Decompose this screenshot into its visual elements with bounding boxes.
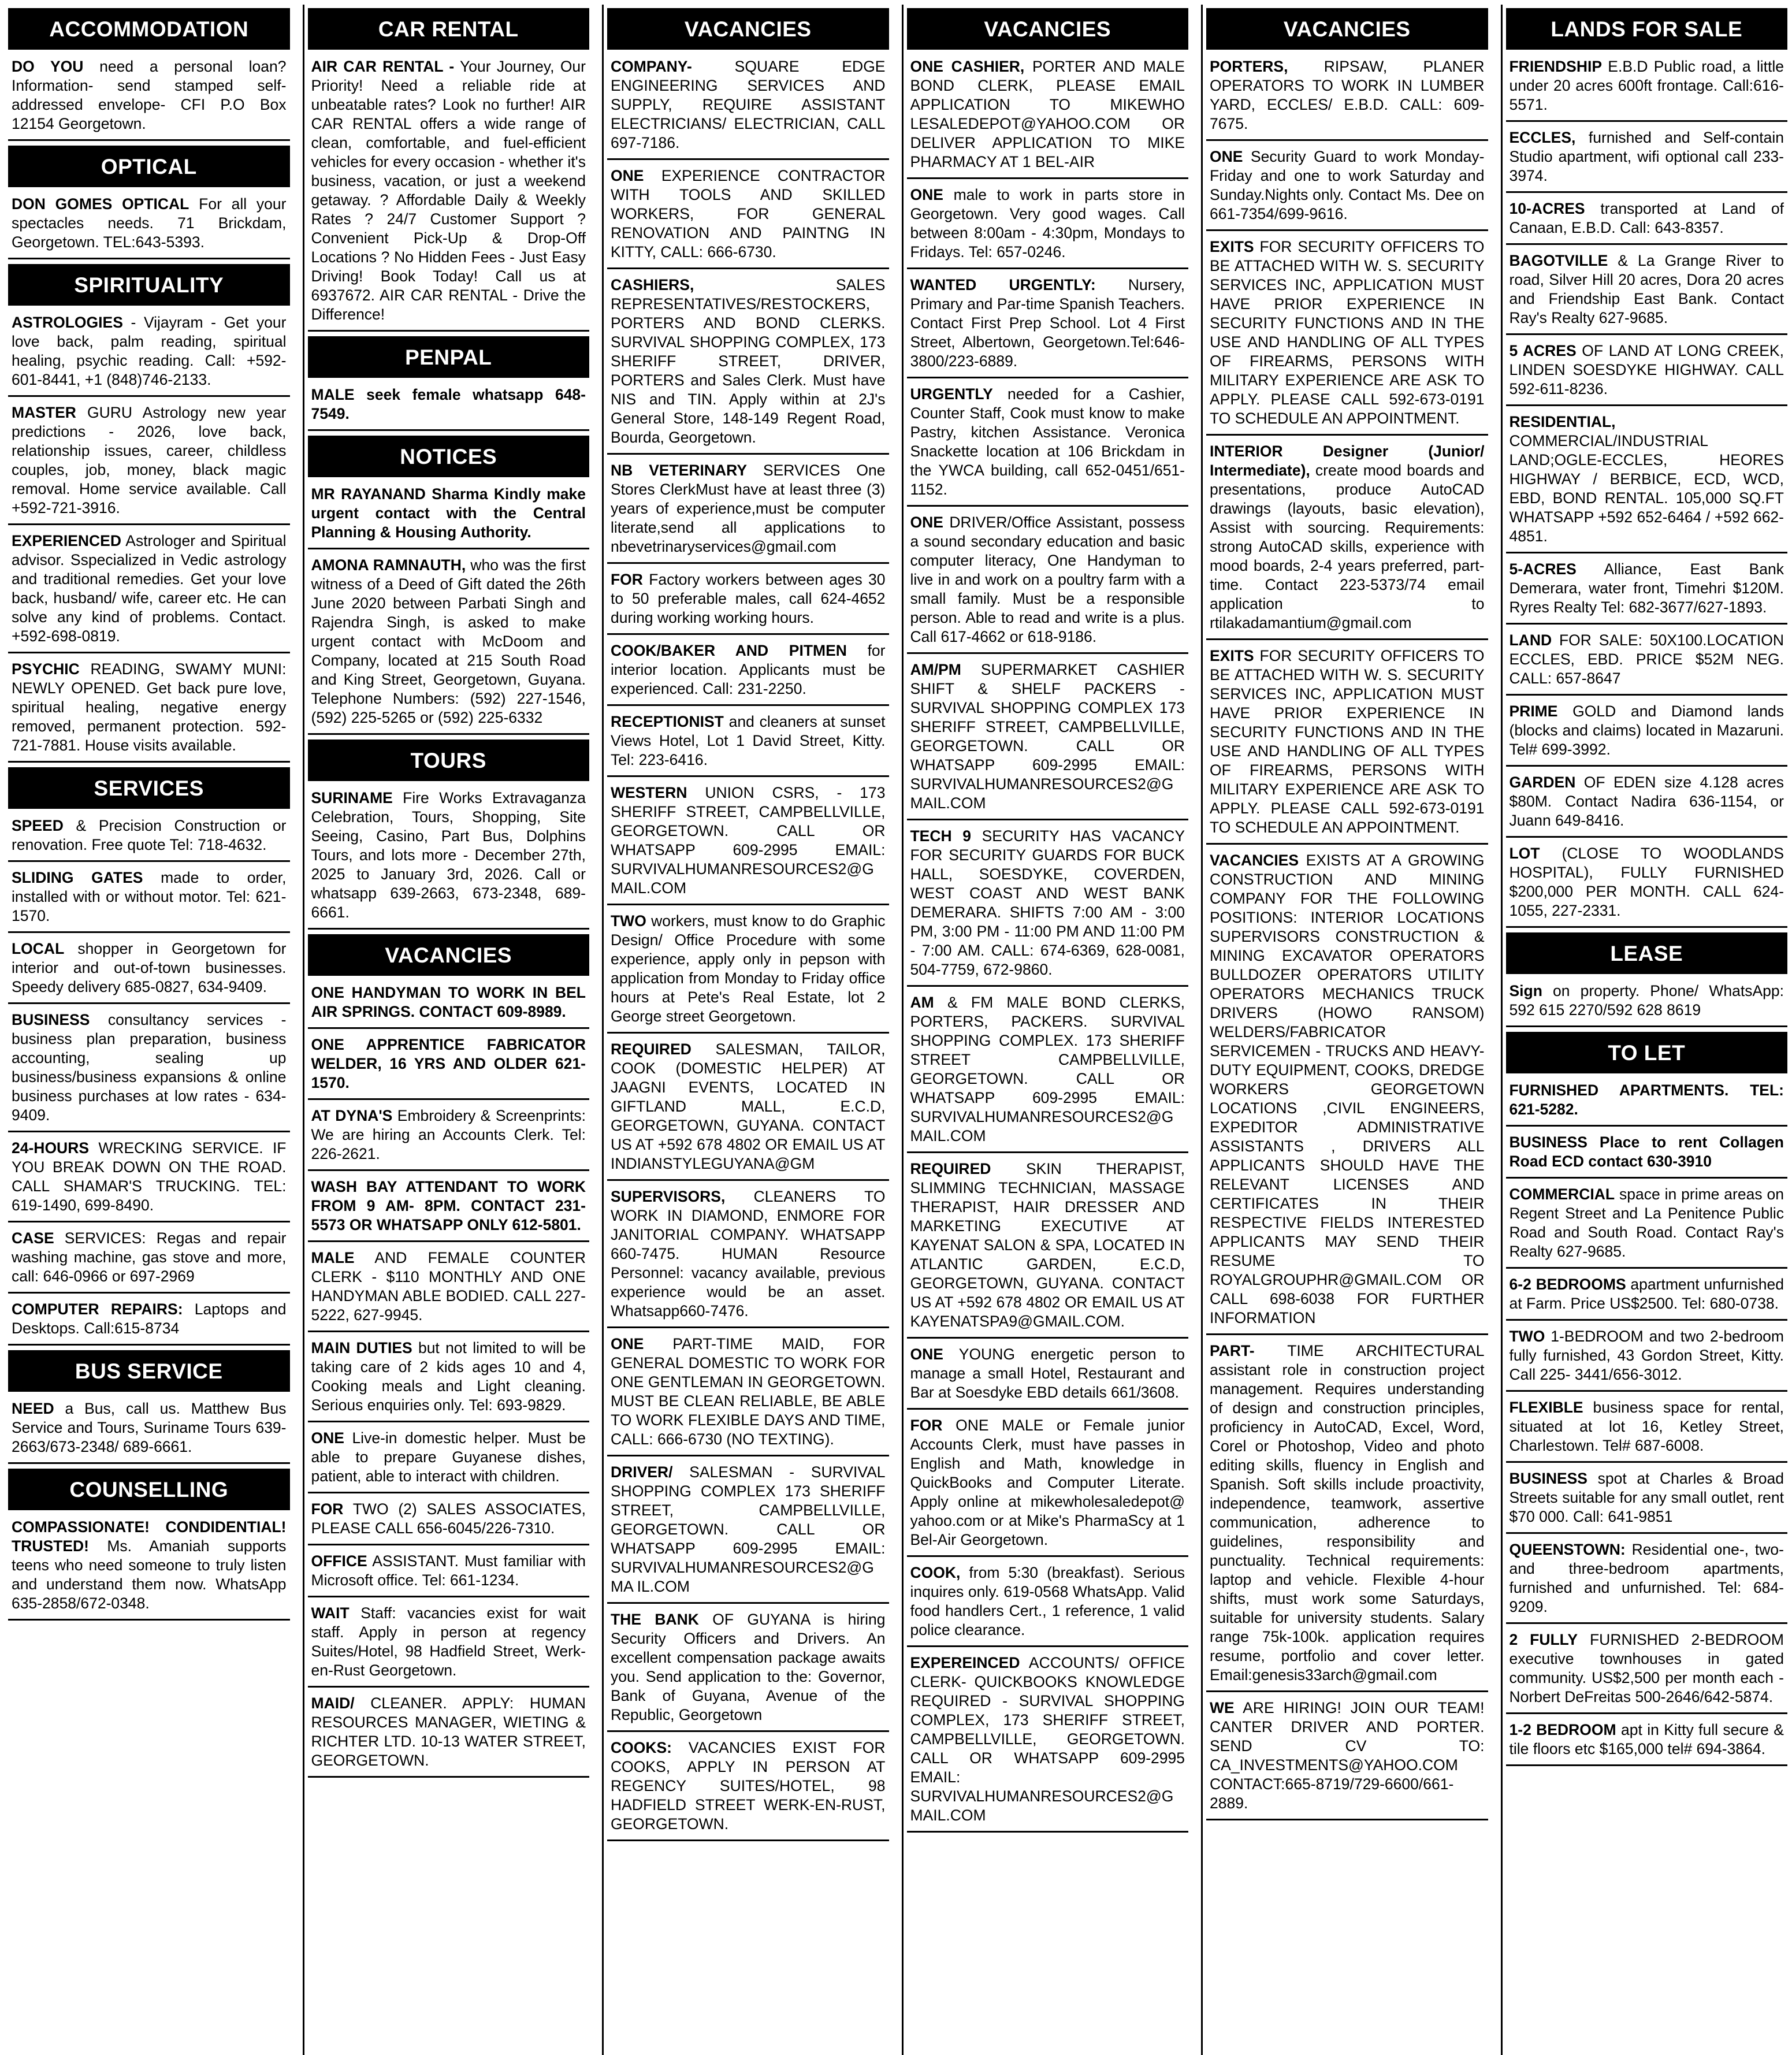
ad-lead: FOR bbox=[910, 1417, 943, 1434]
ad-lead: EXITS bbox=[1210, 647, 1254, 664]
section-header-optical: OPTICAL bbox=[8, 146, 290, 187]
section-header-vacancies: VACANCIES bbox=[907, 8, 1189, 50]
classified-ad bbox=[607, 459, 889, 564]
classified-ad bbox=[8, 402, 290, 525]
ad-body: male to work in parts store in Georgetown. Very good wages. Call between 8:00am - 4:30pm, Mondays to Fridays. Tel: 657-0246. bbox=[910, 186, 1185, 261]
classified-ad bbox=[8, 1298, 290, 1346]
ad-body: Staff: vacancies exist for wait staff. Apply in person at regency Suites/Hotel, 98 Hadfield Street, Werk-en-Rust Georgetown. bbox=[311, 1604, 586, 1679]
ad-body: Laptops and Desktops. Call:615-8734 bbox=[12, 1300, 287, 1337]
classified-ad bbox=[1506, 411, 1788, 553]
section-header-car-rental: CAR RENTAL bbox=[308, 8, 590, 50]
classified-ad bbox=[607, 782, 889, 905]
ad-body: FOR SECURITY OFFICERS TO BE ATTACHED WITH W. S. SECURITY SERVICES INC, APPLICATION MUST HAVE PRIOR EXPERIENCE IN SECURITY FUNCTIONS AND IN THE USE AND HANDLING OF ALL TYPES OF FIREARMS, PERSONS WITH MILITARY EXPERIENCE ARE ASK TO APPLY. PLEASE CALL 592-673-0191 TO SCHEDULE AN APPOINTMENT. bbox=[1210, 647, 1485, 836]
ad-lead: SLIDING GATES bbox=[12, 869, 143, 886]
ad-lead: WESTERN bbox=[611, 784, 687, 801]
ad-lead: ONE bbox=[611, 167, 644, 184]
classified-ad bbox=[308, 1337, 590, 1422]
classified-ad bbox=[308, 483, 590, 549]
ad-body: EXPERIENCE CONTRACTOR WITH TOOLS AND SKILLED WORKERS, FOR GENERAL RENOVATION AND PAINTNG IN KITTY, CALL: 666-6730. bbox=[611, 167, 886, 261]
classified-ad bbox=[8, 815, 290, 862]
classified-ad bbox=[8, 193, 290, 259]
classified-ad bbox=[308, 1550, 590, 1597]
ad-body: EXISTS AT A GROWING CONSTRUCTION AND MINING COMPANY FOR THE FOLLOWING POSITIONS: INTERIOR LOCATIONS SUPERVISORS CONSTRUCTION & MINING EXCAVATOR OPERATORS BULLDOZER OPERATORS UTILITY OPERATORS MECHANICS TRUCK DRIVERS (HOWO RANSOM) WELDERS/FABRICATOR SERVICEMEN - TRUCKS AND HEAVY-DUTY EQUIPMENT, COOKS, DREDGE WORKERS GEORGETOWN LOCATIONS ,CIVIL ENGINEERS, EXPEDITOR ADMINISTRATIVE ASSISTANTS , DRIVERS ALL APPLICANTS SHOULD HAVE THE RELEVANT LICENSES AND CERTIFICATES IN THEIR RESPECTIVE FIELDS INTERESTED APPLICANTS MAY SEND THEIR RESUME TO ROYALGROUPHR@GMAIL.COM OR CALL 698-6038 FOR FURTHER INFORMATION bbox=[1210, 852, 1485, 1326]
ad-body: DRIVER/Office Assistant, possess a sound secondary education and basic computer literacy, One Handyman to live in and work on a poultry farm with a small family. Must be a responsible person. Able to read and write is a plus. Call 617-4662 or 618-9186. bbox=[910, 514, 1185, 645]
ad-body: UNION CSRS, - 173 SHERIFF STREET, CAMPBELLVILLE, GEORGETOWN. CALL OR WHATSAPP 609-2995 EMAIL: SURVIVALHUMANRESOURCES2@GMAIL.COM bbox=[611, 784, 886, 897]
ad-lead: ONE bbox=[611, 1335, 644, 1352]
ad-lead: EXPERIENCED bbox=[12, 532, 121, 549]
ad-lead: EXITS bbox=[1210, 238, 1254, 255]
classified-ad bbox=[8, 1398, 290, 1464]
classified-ad bbox=[8, 658, 290, 763]
ad-body: Nursery, Primary and Par-time Spanish Teachers. Contact First Prep School. Lot 4 First Street, Albertown, Georgetown.Tel:646-3800/223-6889. bbox=[910, 276, 1185, 370]
ad-lead: COOK, bbox=[910, 1564, 961, 1581]
ad-body: create mood boards and presentations, produce AutoCAD drawings (layouts, basic elevation), Assist with sourcing. Requirements: strong AutoCAD skills, experience with mood boards, 2-4 years preferred, part-time. Contact 223-5373/74 email application to rtilakadamantium@gmail.com bbox=[1210, 462, 1485, 631]
ad-body: ONE MALE or Female junior Accounts Clerk, must have passes in English and Math, knowledge in QuickBooks and Computer Literate. Apply online at mikewholesaledepot@ yahoo.com or at Mike's PharmaScy at 1 Bel-Air Georgetown. bbox=[910, 1417, 1185, 1548]
ad-lead: AMONA RAMNAUTH, bbox=[311, 556, 466, 574]
classified-ad bbox=[607, 1461, 889, 1604]
ad-body: & FM MALE BOND CLERKS, PORTERS, PACKERS. SURVIVAL SHOPPING COMPLEX. 173 SHERIFF STREET CAMPBELLVILLE, GEORGETOWN. CALL OR WHATSAPP 609-2995 EMAIL: SURVIVALHUMANRESOURCES2@GMAIL.COM bbox=[910, 994, 1185, 1144]
ad-body: Factory workers between ages 30 to 50 preferable males, call 624-4652 during working working hours. bbox=[611, 571, 886, 626]
classified-ad bbox=[308, 55, 590, 332]
classified-ad bbox=[308, 384, 590, 431]
ad-body: FURNISHED 2-BEDROOM executive townhouses in gated community. US$2,500 per month each - Norbert DeFreitas 500-2646/642-5874. bbox=[1509, 1631, 1784, 1705]
ad-body: SKIN THERAPIST, SLIMMING TECHNICIAN, MASSAGE THERAPIST, HAIR DRESSER AND MARKETING EXECUTIVE AT KAYENAT SALON & SPA, LOCATED IN ATLANTIC GARDEN, E.C.D, GEORGETOWN, GUYANA. CONTACT US AT +592 678 4802 OR EMAIL US AT KAYENATSPA9@GMAIL.COM. bbox=[910, 1160, 1185, 1330]
ad-lead: MAIN DUTIES bbox=[311, 1339, 412, 1357]
ad-lead: DON GOMES OPTICAL bbox=[12, 195, 189, 213]
ad-body: SERVICES: Regas and repair washing machine, gas stove and more, call: 646-0966 or 697-2969 bbox=[12, 1229, 287, 1285]
classified-ad bbox=[607, 568, 889, 635]
ad-body: and cleaners at sunset Views Hotel, Lot 1 David Street, Kitty. Tel: 223-6416. bbox=[611, 713, 886, 768]
ad-body: made to order, installed with or without motor. Tel: 621-1570. bbox=[12, 869, 287, 924]
ad-lead: REQUIRED bbox=[910, 1160, 991, 1177]
section-header-penpal: PENPAL bbox=[308, 336, 590, 378]
classified-ad bbox=[907, 383, 1189, 507]
classified-ad bbox=[1206, 645, 1488, 845]
section-header-accommodation: ACCOMMODATION bbox=[8, 8, 290, 50]
ad-lead: WASH BAY ATTENDANT TO WORK FROM 9 AM- 8PM. CONTACT 231-5573 OR WHATSAPP ONLY 612-5801. bbox=[311, 1178, 586, 1233]
section-header-vacancies: VACANCIES bbox=[607, 8, 889, 50]
ad-lead: PSYCHIC bbox=[12, 660, 80, 678]
classified-ad bbox=[308, 1692, 590, 1778]
ad-lead: AIR CAR RENTAL - bbox=[311, 58, 455, 75]
ad-lead: NB VETERINARY bbox=[611, 462, 748, 479]
classified-ad bbox=[907, 659, 1189, 820]
classified-column bbox=[1501, 5, 1788, 2055]
ad-lead: CASE bbox=[12, 1229, 54, 1247]
ad-lead: LOCAL bbox=[12, 940, 65, 957]
classified-ad bbox=[1206, 146, 1488, 231]
section-header-tours: TOURS bbox=[308, 739, 590, 781]
ad-lead: PRIME bbox=[1509, 703, 1558, 720]
classified-ad bbox=[1506, 629, 1788, 696]
classified-ad bbox=[907, 1562, 1189, 1647]
classified-ad bbox=[907, 1158, 1189, 1339]
ad-lead: GARDEN bbox=[1509, 774, 1576, 791]
ad-body: CLEANER. APPLY: HUMAN RESOURCES MANAGER, WIETING & RICHTER LTD. 10-13 WATER STREET, GEORGETOWN. bbox=[311, 1694, 586, 1769]
classified-ad bbox=[8, 1009, 290, 1132]
ad-lead: ONE bbox=[910, 514, 943, 531]
classified-ad bbox=[1206, 1340, 1488, 1692]
classified-ad bbox=[308, 554, 590, 735]
ad-lead: VACANCIES bbox=[1210, 852, 1299, 869]
ad-body: apartment unfurnished at Farm. Price US$2500. Tel: 680-0738. bbox=[1509, 1276, 1784, 1312]
classified-ad bbox=[907, 1652, 1189, 1833]
ad-lead: ONE CASHIER, bbox=[910, 58, 1025, 75]
section-header-services: SERVICES bbox=[8, 767, 290, 809]
section-header-lands-for-sale: LANDS FOR SALE bbox=[1506, 8, 1788, 50]
ad-lead: FOR bbox=[611, 571, 643, 588]
classified-ad bbox=[607, 1333, 889, 1456]
classified-ad bbox=[1506, 842, 1788, 928]
ad-body: Security Guard to work Monday-Friday and one to work Saturday and Sunday.Nights only. Contact Ms. Dee on 661-7354/699-9616. bbox=[1210, 148, 1485, 222]
ad-lead: WE bbox=[1210, 1699, 1235, 1716]
ad-lead: MAID/ bbox=[311, 1694, 355, 1712]
classified-ad bbox=[1506, 1131, 1788, 1179]
classified-ad bbox=[308, 1105, 590, 1171]
ad-body: RIPSAW, PLANER OPERATORS TO WORK IN LUMBER YARD, ECCLES/ E.B.D. CALL: 609-7675. bbox=[1210, 58, 1485, 132]
ad-lead: ONE bbox=[311, 1429, 344, 1447]
classified-ad bbox=[308, 982, 590, 1029]
classified-ad bbox=[607, 55, 889, 160]
classified-ad bbox=[1206, 1697, 1488, 1820]
ad-body: 1-BEDROOM and two 2-bedroom fully furnished, 43 Gordon Street, Kitty. Call 225- 3441/656-3012. bbox=[1509, 1328, 1784, 1383]
ad-lead: AM/PM bbox=[910, 661, 961, 678]
classified-ad bbox=[8, 1516, 290, 1621]
ad-body: Alliance, East Bank Demerara, water front, Timehri $120M. Ryres Realty Tel: 682-3677/627-1893. bbox=[1509, 560, 1784, 616]
ad-lead: FURNISHED APARTMENTS. TEL: 621-5282. bbox=[1509, 1082, 1784, 1118]
section-header-spirituality: SPIRITUALITY bbox=[8, 264, 290, 306]
ad-body: SECURITY HAS VACANCY FOR SECURITY GUARDS FOR BUCK HALL, SOESDYKE, COVERDEN, WEST COAST AND WEST BANK DEMERARA. SHIFTS 7:00 AM - 3:00 PM, 3:00 PM - 11:00 PM AND 11:00 PM - 7:00 AM. CALL: 674-6369, 628-0081, 504-7759, 672-9860. bbox=[910, 827, 1185, 978]
ad-body: AND FEMALE COUNTER CLERK - $110 MONTHLY AND ONE HANDYMAN ABLE BODIED. CALL 227-5222, 627-9945. bbox=[311, 1249, 586, 1324]
ad-lead: BAGOTVILLE bbox=[1509, 252, 1608, 269]
ad-lead: URGENTLY bbox=[910, 385, 993, 403]
classified-ad bbox=[8, 311, 290, 397]
ad-lead: ONE APPRENTICE FABRICATOR WELDER, 16 YRS AND OLDER 621-1570. bbox=[311, 1036, 586, 1091]
ad-body: Residential one-, two- and three-bedroom apartments, furnished and unfurnished. Tel: 684-9209. bbox=[1509, 1541, 1784, 1615]
ad-lead: RESIDENTIAL, bbox=[1509, 413, 1616, 430]
classified-ad bbox=[1506, 55, 1788, 122]
ad-body: need a personal loan? Information- send stamped self-addressed envelope- CFI P.O Box 12154 Georgetown. bbox=[12, 58, 287, 132]
ad-lead: COOKS: bbox=[611, 1739, 672, 1756]
ad-lead: COMPUTER REPAIRS: bbox=[12, 1300, 183, 1318]
ad-lead: LAND bbox=[1509, 631, 1552, 649]
ad-lead: COMPASSIONATE! CONDIDENTIAL! TRUSTED! bbox=[12, 1518, 287, 1555]
ad-body: Your Journey, Our Priority! Need a reliable ride at unbeatable rates? Look no further! AIR CAR RENTAL offers a wide range of clean, comfortable, and fuel-efficient vehicles for every occasion - whether it's business, vacation, or just a weekend getaway. ? Affordable Daily & Weekly Rates ? 24/7 Customer Support ? Convenient Pick-Up & Drop-Off Locations ? No Hidden Fees - Just Easy Driving! Book Today! Call us at 6937672. AIR CAR RENTAL - Drive the Difference! bbox=[311, 58, 586, 323]
ad-lead: CASHIERS, bbox=[611, 276, 694, 293]
ad-lead: MASTER bbox=[12, 404, 76, 421]
ad-lead: TWO bbox=[1509, 1328, 1545, 1345]
classified-ad bbox=[1506, 1273, 1788, 1321]
ad-body: GURU Astrology new year predictions - 2026, love back, relationship issues, career, childless couples, job, money, black magic removal. Home service available. Call +592-721-3916. bbox=[12, 404, 287, 516]
classified-ad bbox=[1206, 849, 1488, 1335]
ad-lead: FLEXIBLE bbox=[1509, 1399, 1583, 1416]
ad-body: & La Grange River to road, Silver Hill 20 acres, Dora 20 acres and Friendship East Bank. Contact Ray's Realty 627-9685. bbox=[1509, 252, 1784, 326]
classified-ad bbox=[1206, 55, 1488, 141]
section-header-lease: LEASE bbox=[1506, 932, 1788, 974]
ad-lead: 24-HOURS bbox=[12, 1139, 90, 1157]
ad-body: but not limited to will be taking care of 2 kids ages 10 and 4, Cooking meals and Light cleaning. Serious enquiries only. Tel: 693-9829. bbox=[311, 1339, 586, 1414]
ad-lead: DRIVER/ bbox=[611, 1463, 673, 1481]
classified-ad bbox=[8, 938, 290, 1004]
ad-lead: WAIT bbox=[311, 1604, 350, 1622]
classified-ad bbox=[1206, 236, 1488, 436]
classified-ad bbox=[607, 165, 889, 269]
classified-ad bbox=[1506, 771, 1788, 838]
ad-body: business space for rental, situated at lot 16, Ketley Street, Charlestown. Tel# 687-6008. bbox=[1509, 1399, 1784, 1454]
ad-lead: SURINAME bbox=[311, 789, 393, 807]
classified-ad bbox=[1506, 1183, 1788, 1269]
ad-lead: AT DYNA'S bbox=[311, 1107, 393, 1124]
ad-lead: WANTED URGENTLY: bbox=[910, 276, 1096, 293]
classified-ad bbox=[1506, 1539, 1788, 1624]
ad-body: a Bus, call us. Matthew Bus Service and Tours, Suriname Tours 639-2663/673-2348/ 689-6661. bbox=[12, 1400, 287, 1455]
classified-ad bbox=[907, 1343, 1189, 1410]
ad-lead: PART- bbox=[1210, 1342, 1255, 1359]
classified-ad bbox=[308, 1176, 590, 1242]
ad-body: on property. Phone/ WhatsApp: 592 615 2270/592 628 8619 bbox=[1509, 982, 1784, 1019]
ad-lead: 1-2 BEDROOM bbox=[1509, 1721, 1616, 1738]
ad-body: workers, must know to do Graphic Design/ Office Procedure with some experience, apply only in pepson with application from Monday to Friday office hours at Pete's Real Estate, lot 2 George street Georgetown. bbox=[611, 912, 886, 1025]
classified-ad bbox=[907, 991, 1189, 1153]
ad-body: OF LAND AT LONG CREEK, LINDEN SOESDYKE HIGHWAY. CALL 592-611-8236. bbox=[1509, 342, 1784, 397]
ad-body: Embroidery & Screenprints: We are hiring an Accounts Clerk. Tel: 226-2621. bbox=[311, 1107, 586, 1162]
classified-ad bbox=[907, 274, 1189, 378]
ad-body: SQUARE EDGE ENGINEERING SERVICES AND SUPPLY, REQUIRE ASSISTANT ELECTRICIANS/ ELECTRICIAN, CALL 697-7186. bbox=[611, 58, 886, 151]
ad-lead: COMMERCIAL bbox=[1509, 1186, 1615, 1203]
ad-body: spot at Charles & Broad Streets suitable for any small outlet, rent $70 000. Call: 641-9851 bbox=[1509, 1470, 1784, 1525]
ad-body: Live-in domestic helper. Must be able to prepare Guyanese dishes, patient, able to interact with children. bbox=[311, 1429, 586, 1485]
classified-ad bbox=[8, 867, 290, 933]
ad-body: (CLOSE TO WOODLANDS HOSPITAL), FULLY FURNISHED $200,000 PER MONTH. CALL 624-1055, 227-2331. bbox=[1509, 845, 1784, 919]
classified-ad bbox=[1506, 340, 1788, 406]
classified-ad bbox=[1506, 198, 1788, 245]
classified-ad bbox=[907, 184, 1189, 269]
ad-lead: MR RAYANAND Sharma Kindly make urgent contact with the Central Planning & Housing Authority. bbox=[311, 485, 586, 541]
ad-lead: COMPANY- bbox=[611, 58, 692, 75]
classified-ad bbox=[1506, 127, 1788, 193]
classified-column bbox=[1201, 5, 1488, 2055]
ad-lead: MALE bbox=[311, 1249, 355, 1266]
ad-body: - Vijayram - Get your love back, palm reading, spiritual healing, psychic reading. Call: +592-601-8441, +1 (848)746-2133. bbox=[12, 314, 287, 388]
ad-body: For all your spectacles needs. 71 Brickdam, Georgetown. TEL:643-5393. bbox=[12, 195, 287, 251]
ad-lead: 5-ACRES bbox=[1509, 560, 1577, 578]
classified-ad bbox=[907, 825, 1189, 987]
ad-body: PORTER AND MALE BOND CLERK, PLEASE EMAIL APPLICATION TO MIKEWHO LESALEDEPOT@YAHOO.COM OR DELIVER APPLICATION TO MIKE PHARMACY AT 1 BEL-AIR bbox=[910, 58, 1185, 170]
section-header-to-let: TO LET bbox=[1506, 1032, 1788, 1073]
section-header-vacancies: VACANCIES bbox=[1206, 8, 1488, 50]
ad-body: transported at Land of Canaan, E.B.D. Call: 643-8357. bbox=[1509, 200, 1784, 236]
classified-ad bbox=[1506, 558, 1788, 625]
ad-lead: BUSINESS bbox=[1509, 1470, 1587, 1487]
classified-column bbox=[902, 5, 1189, 2055]
ad-body: OF GUYANA is hiring Security Officers and Drivers. An excellent compensation package awaits you. Send application to the: Governor, Bank of Guyana, Avenue of the Republic, Georgetown bbox=[611, 1611, 886, 1723]
ad-body: space in prime areas on Regent Street and La Penitence Public Road and South Road. Contact Ray's Realty 627-9685. bbox=[1509, 1186, 1784, 1260]
classified-ad bbox=[308, 1498, 590, 1545]
classified-ad bbox=[607, 1608, 889, 1732]
classified-ad bbox=[1206, 440, 1488, 640]
classified-ad bbox=[907, 511, 1189, 654]
classified-ad bbox=[607, 910, 889, 1034]
classified-ad bbox=[1506, 700, 1788, 767]
classified-ad bbox=[607, 1737, 889, 1841]
ad-body: SALES REPRESENTATIVES/RESTOCKERS, PORTERS AND BOND CLERKS. SURVIVAL SHOPPING COMPLEX, 173 SHERIFF STREET, DRIVER, PORTERS and Sales Clerk. Must have NIS and TIN. Apply within at 2J's General Store, 148-149 Regent Road, Bourda, Georgetown. bbox=[611, 276, 886, 446]
classified-ad bbox=[607, 640, 889, 706]
ad-lead: 2 FULLY bbox=[1509, 1631, 1578, 1648]
classified-ad bbox=[607, 1038, 889, 1181]
ad-lead: 5 ACRES bbox=[1509, 342, 1577, 359]
classified-ad bbox=[607, 274, 889, 455]
ad-lead: FOR bbox=[311, 1500, 344, 1518]
classified-ad bbox=[308, 1034, 590, 1100]
ad-lead: SPEED bbox=[12, 817, 64, 834]
classified-ad bbox=[308, 787, 590, 930]
ad-lead: FRIENDSHIP bbox=[1509, 58, 1602, 75]
ad-body: SALESMAN - SURVIVAL SHOPPING COMPLEX 173 SHERIFF STREET, CAMPBELLVILLE, GEORGETOWN. CALL OR WHATSAPP 609-2995 EMAIL: SURVIVALHUMANRESOURCES2@GMA IL.COM bbox=[611, 1463, 886, 1595]
ad-body: shopper in Georgetown for interior and out-of-town businesses. Speedy delivery 685-0827, 634-9409. bbox=[12, 940, 287, 995]
ad-body: VACANCIES EXIST FOR COOKS, APPLY IN PERSON AT REGENCY SUITES/HOTEL, 98 HADFIELD STREET WERK-EN-RUST, GEORGETOWN. bbox=[611, 1739, 886, 1833]
ad-lead: OFFICE bbox=[311, 1552, 367, 1570]
ad-lead: BUSINESS bbox=[12, 1011, 90, 1028]
ad-body: from 5:30 (breakfast). Serious inquires only. 619-0568 WhatsApp. Valid food handlers Cert., 1 reference, 1 valid police clearance. bbox=[910, 1564, 1185, 1638]
classified-ad bbox=[1506, 1467, 1788, 1534]
ad-lead: ONE HANDYMAN TO WORK IN BEL AIR SPRINGS. CONTACT 609-8989. bbox=[311, 984, 586, 1020]
ad-lead: SUPERVISORS, bbox=[611, 1188, 726, 1205]
ad-lead: 6-2 BEDROOMS bbox=[1509, 1276, 1626, 1293]
classified-column bbox=[303, 5, 590, 2055]
ad-body: SALESMAN, TAILOR, COOK (DOMESTIC HELPER) AT JAAGNI EVENTS, LOCATED IN GIFTLAND MALL, E.C.D, GEORGETOWN, GUYANA. CONTACT US AT +592 678 4802 OR EMAIL US AT INDIANSTYLEGUYANA@GM bbox=[611, 1040, 886, 1172]
classified-ad bbox=[308, 1602, 590, 1688]
classified-ad bbox=[1506, 980, 1788, 1027]
classified-ad bbox=[907, 55, 1189, 179]
classified-ad bbox=[1506, 1396, 1788, 1463]
ad-lead: BUSINESS Place to rent Collagen Road ECD contact 630-3910 bbox=[1509, 1134, 1784, 1170]
ad-body: WRECKING SERVICE. IF YOU BREAK DOWN ON THE ROAD. CALL SHAMAR'S TRUCKING. TEL: 619-1490, 699-8490. bbox=[12, 1139, 287, 1214]
section-header-counselling: COUNSELLING bbox=[8, 1469, 290, 1510]
ad-lead: TWO bbox=[611, 912, 646, 930]
section-header-bus-service: BUS SERVICE bbox=[8, 1350, 290, 1392]
ad-body: & Precision Construction or renovation. Free quote Tel: 718-4632. bbox=[12, 817, 287, 853]
classified-ad bbox=[1506, 250, 1788, 335]
ad-body: ARE HIRING! JOIN OUR TEAM! CANTER DRIVER AND PORTER. SEND CV TO: CA_INVESTMENTS@YAHOO.COM CONTACT:665-8719/729-6600/661-2889. bbox=[1210, 1699, 1485, 1812]
ad-lead: COOK/BAKER AND PITMEN bbox=[611, 642, 847, 659]
ad-lead: MALE seek female whatsapp 648-7549. bbox=[311, 386, 586, 422]
classified-ad bbox=[1506, 1079, 1788, 1127]
ad-body: OF EDEN size 4.128 acres $80M. Contact Nadira 636-1154, or Juann 649-8416. bbox=[1509, 774, 1784, 829]
classified-column bbox=[602, 5, 889, 2055]
classified-ad bbox=[8, 530, 290, 653]
section-header-vacancies: VACANCIES bbox=[308, 934, 590, 976]
ad-lead: REQUIRED bbox=[611, 1040, 691, 1058]
classified-ad bbox=[607, 1186, 889, 1328]
ad-body: FOR SECURITY OFFICERS TO BE ATTACHED WITH W. S. SECURITY SERVICES INC, APPLICATION MUST HAVE PRIOR EXPERIENCE IN SECURITY FUNCTIONS AND IN THE USE AND HANDLING OF ALL TYPES OF FIREARMS, PERSONS WITH MILITARY EXPERIENCE ARE ASK TO APPLY. PLEASE CALL 592-673-0191 TO SCHEDULE AN APPOINTMENT. bbox=[1210, 238, 1485, 427]
classified-ad bbox=[1506, 1325, 1788, 1392]
ad-lead: TECH 9 bbox=[910, 827, 971, 845]
classified-ad bbox=[308, 1247, 590, 1332]
classified-ad bbox=[1506, 1719, 1788, 1766]
ad-body: who was the first witness of a Deed of Gift dated the 26th June 2020 between Parbati Singh and Rajendra Singh, is asked to make urgent contact with McDoom and Company, located at 215 South Road and King Street, Georgetown, Guyana. Telephone Numbers: (592) 227-1546, (592) 225-5265 or (592) 225-6332 bbox=[311, 556, 586, 726]
ad-lead: NEED bbox=[12, 1400, 54, 1417]
ad-body: GOLD and Diamond lands (blocks and claims) located in Mazaruni. Tel# 699-3992. bbox=[1509, 703, 1784, 758]
ad-lead: ONE bbox=[910, 186, 943, 203]
ad-body: SUPERMARKET CASHIER SHIFT & SHELF PACKERS - SURVIVAL SHOPPING COMPLEX 173 SHERIFF STREET, CAMPBELLVILLE, GEORGETOWN. CALL OR WHATSAPP 609-2995 EMAIL: SURVIVALHUMANRESOURCES2@GMAIL.COM bbox=[910, 661, 1185, 812]
ad-lead: 10-ACRES bbox=[1509, 200, 1585, 217]
ad-lead: QUEENSTOWN: bbox=[1509, 1541, 1626, 1558]
ad-body: FOR SALE: 50X100.LOCATION ECCLES, EBD. PRICE $52M NEG. CALL: 657-8647 bbox=[1509, 631, 1784, 687]
ad-body: COMMERCIAL/INDUSTRIAL LAND;OGLE-ECCLES, HEORES HIGHWAY / BERBICE, ECD, WCD, EBD, BOND RENTAL. 105,000 SQ.FT WHATSAPP +592 652-6464 / +592 662-4851. bbox=[1509, 432, 1784, 545]
ad-body: TIME ARCHITECTURAL assistant role in construction project management. Requires understanding of design and construction principles, proficiency in AutoCAD, Excel, Word, Corel or Photoshop, Video and photo editing skills, fluency in English and Spanish. Soft skills include proactivity, independence, teamwork, assertive communication, adherence to guidelines, responsibility and punctuality. Technical requirements: laptop and vehicle. Flexible 4-hour shifts, must work some Saturdays, suitable for university students. Salary range 75k-100k. application requires resume, portfolio and cover letter. Email:genesis33arch@gmail.com bbox=[1210, 1342, 1485, 1684]
classified-ad bbox=[8, 1137, 290, 1222]
ad-body: Fire Works Extravaganza Celebration, Tours, Shopping, Site Seeing, Casino, Part Bus, Dolphins Tours, and lots more - December 27th, 2025 to January 3rd, 2026. Call or whatsapp 639-2663, 673-2348, 689-6661. bbox=[311, 789, 586, 921]
classified-ad bbox=[8, 1227, 290, 1294]
ad-lead: PORTERS, bbox=[1210, 58, 1288, 75]
ad-body: apt in Kitty full secure & tile floors etc $165,000 tel# 694-3864. bbox=[1509, 1721, 1784, 1757]
ad-body: E.B.D Public road, a little under 20 acres 600ft frontage. Call:616-5571. bbox=[1509, 58, 1784, 113]
ad-body: CLEANERS TO WORK IN DIAMOND, ENMORE FOR JANITORIAL COMPANY. WHATSAPP 660-7475. HUMAN Resource Personnel: vacancy available, previous experience would be an asset. Whatsapp660-7476. bbox=[611, 1188, 886, 1320]
section-header-notices: NOTICES bbox=[308, 436, 590, 477]
ad-lead: ONE bbox=[910, 1346, 943, 1363]
ad-lead: ASTROLOGIES bbox=[12, 314, 123, 331]
classified-ad bbox=[308, 1427, 590, 1493]
classified-ad bbox=[8, 55, 290, 141]
ad-lead: THE BANK bbox=[611, 1611, 699, 1628]
classified-ad bbox=[607, 711, 889, 777]
ad-body: Ms. Amaniah supports teens who need someone to truly listen and understand them now. WhatsApp 635-2858/672-0348. bbox=[12, 1537, 287, 1612]
ad-lead: INTERIOR Designer (Junior/ Intermediate), bbox=[1210, 443, 1485, 479]
ad-lead: AM bbox=[910, 994, 934, 1011]
ad-lead: ECCLES, bbox=[1509, 129, 1576, 146]
ad-lead: EXPEREINCED bbox=[910, 1654, 1020, 1671]
ad-body: needed for a Cashier, Counter Staff, Cook must know to make Pastry, kitchen Assistance. Veronica Snackette location at 106 Brickdam in the YWCA building, call 652-0451/651-1152. bbox=[910, 385, 1185, 498]
ad-body: YOUNG energetic person to manage a small Hotel, Restaurant and Bar at Soesdyke EBD details 661/3608. bbox=[910, 1346, 1185, 1401]
ad-body: consultancy services - business plan preparation, business accounting, sealing up business/business expansions & online business purchases at low rates - 634-9409. bbox=[12, 1011, 287, 1124]
ad-body: ASSISTANT. Must familiar with Microsoft office. Tel: 661-1234. bbox=[311, 1552, 586, 1589]
classified-ad bbox=[1506, 1629, 1788, 1714]
ad-body: READING, SWAMY MUNI: NEWLY OPENED. Get back pure love, spiritual healing, negative energy removed, permanent protection. 592-721-7881. House visits available. bbox=[12, 660, 287, 754]
classified-column bbox=[8, 5, 290, 2055]
ad-lead: Sign bbox=[1509, 982, 1542, 999]
ad-body: Astrologer and Spiritual advisor. Sspecialized in Vedic astrology and traditional remedies. Get your love back, husband/ wife, career etc. He can solve any kind of problems. Contact. +592-698-0819. bbox=[12, 532, 287, 645]
ad-body: SERVICES One Stores ClerkMust have at least three (3) years of experience,must be computer literate,send all applications to nbevetrinaryservices@gmail.com bbox=[611, 462, 886, 555]
ad-body: ACCOUNTS/ OFFICE CLERK- QUICKBOOKS KNOWLEDGE REQUIRED - SURVIVAL SHOPPING COMPLEX, 173 SHERIFF STREET, CAMPBELLVILLE, GEORGETOWN. CALL OR WHATSAPP 609-2995 EMAIL: SURVIVALHUMANRESOURCES2@GMAIL.COM bbox=[910, 1654, 1185, 1824]
ad-lead: DO YOU bbox=[12, 58, 84, 75]
ad-lead: ONE bbox=[1210, 148, 1243, 165]
ad-body: PART-TIME MAID, FOR GENERAL DOMESTIC TO WORK FOR ONE GENTLEMAN IN GEORGETOWN. MUST BE CLEAN RELIABLE, BE ABLE TO WORK FLEXIBLE DAYS AND TIME, CALL: 666-6730 (NO TEXTING). bbox=[611, 1335, 886, 1448]
ad-lead: RECEPTIONIST bbox=[611, 713, 724, 730]
classified-ad bbox=[907, 1414, 1189, 1557]
ad-body: furnished and Self-contain Studio apartment, wifi optional call 233-3974. bbox=[1509, 129, 1784, 184]
ad-body: TWO (2) SALES ASSOCIATES, PLEASE CALL 656-6045/226-7310. bbox=[311, 1500, 586, 1537]
ad-lead: LOT bbox=[1509, 845, 1540, 862]
ad-body: for interior location. Applicants must be experienced. Call: 231-2250. bbox=[611, 642, 886, 697]
